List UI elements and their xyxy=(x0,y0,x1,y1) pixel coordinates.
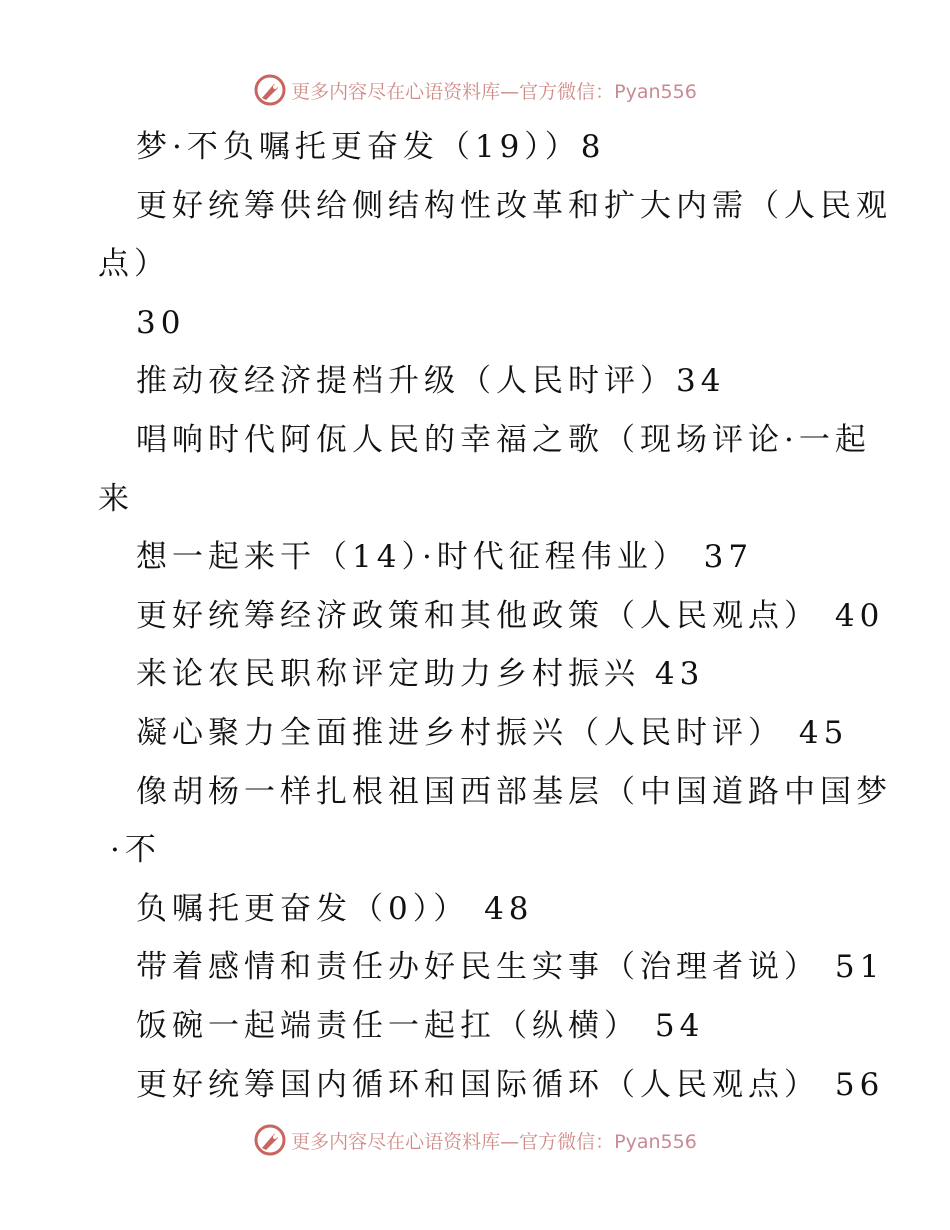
toc-line: 点） xyxy=(98,246,170,283)
toc-line: ·不 xyxy=(110,832,161,869)
table-of-contents xyxy=(0,118,950,1114)
toc-line: 带着感情和责任办好民生实事（治理者说） 51 xyxy=(136,949,885,986)
toc-line: 来 xyxy=(98,480,134,517)
toc-line: 梦·不负嘱托更奋发（19））8 xyxy=(136,129,606,165)
toc-line: 推动夜经济提档升级（人民时评）34 xyxy=(136,363,726,400)
toc-line: 唱响时代阿佤人民的幸福之歌（现场评论·一起 xyxy=(136,421,871,458)
watermark-text: 更多内容尽在心语资料库—官方微信：Pyan556 xyxy=(291,1130,697,1153)
pen-nib-logo-icon xyxy=(253,73,287,107)
toc-line: 更好统筹经济政策和其他政策（人民观点） 40 xyxy=(136,597,885,634)
toc-line: 像胡杨一样扎根祖国西部基层（中国道路中国梦 xyxy=(136,773,892,810)
toc-line: 负嘱托更奋发（0）） 48 xyxy=(136,890,534,927)
watermark-text: 更多内容尽在心语资料库—官方微信：Pyan556 xyxy=(291,80,697,103)
toc-line: 更好统筹国内循环和国际循环（人民观点） 56 xyxy=(136,1066,885,1103)
toc-line: 饭碗一起端责任一起扛（纵横） 54 xyxy=(136,1007,705,1044)
toc-line: 更好统筹供给侧结构性改革和扩大内需（人民观 xyxy=(136,187,892,224)
pen-nib-logo-icon xyxy=(253,1123,287,1157)
toc-line: 来论农民职称评定助力乡村振兴 43 xyxy=(136,656,705,693)
toc-line: 凝心聚力全面推进乡村振兴（人民时评） 45 xyxy=(136,714,849,751)
header-watermark xyxy=(0,70,950,110)
footer-watermark xyxy=(0,1120,950,1160)
toc-line: 30 xyxy=(136,304,186,341)
toc-line: 想一起来干（14）·时代征程伟业） 37 xyxy=(136,539,754,576)
